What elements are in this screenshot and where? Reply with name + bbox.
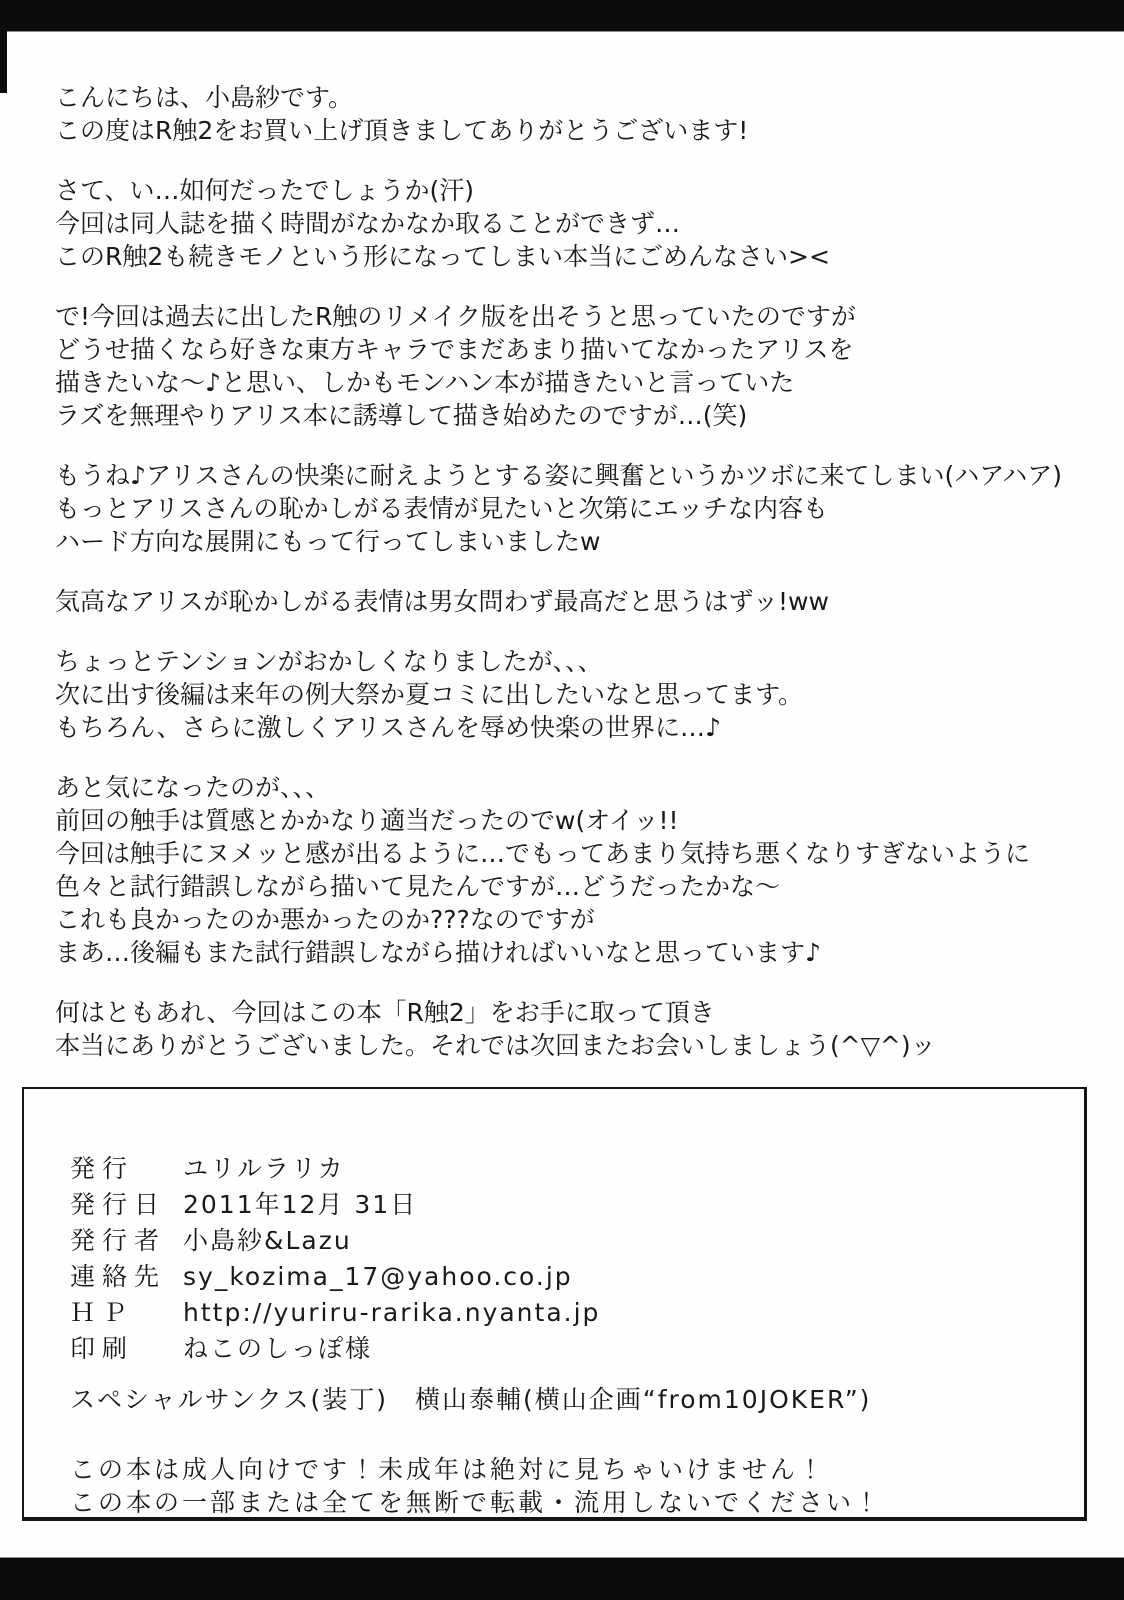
- essay-paragraph: で!今回は過去に出したR触のリメイク版を出そうと思っていたのですが どうせ描くなら好きな東方キャラでまだあまり描いてなかったアリスを 描きたいな〜♪と思い、しかもモンハン本が描きたいと言っていた ラズを無理やりアリス本に誘導して描き始めたのですが…(笑): [55, 302, 856, 430]
- colophon-label: 発行者: [70, 1226, 167, 1255]
- scan-edge-artifact: [0, 31, 7, 93]
- colophon-value: 2011年12月 31日: [183, 1190, 418, 1219]
- colophon-row: [70, 1331, 1060, 1367]
- colophon-label: 発行: [70, 1154, 135, 1183]
- colophon-value: ねこのしっぽ様: [183, 1334, 373, 1363]
- top-black-bar: [0, 0, 1124, 32]
- colophon-value: ユリルラリカ: [183, 1154, 345, 1183]
- colophon-rows: [70, 1151, 1060, 1367]
- essay-paragraph: あと気になったのが、、、 前回の触手は質感とかかなり適当だったのでw(オイッ!! 今回は触手にヌメッと感が出るように…でもってあまり気持ち悪くなりすぎないように 色々と試行錯誤しながら描いて見たんですが…どうだったかな〜 これも良かったのか悪かったのか???なのですが まあ…後編もまた試行錯誤しながら描ければいいなと思っています♪: [55, 773, 1031, 967]
- essay-paragraph: ちょっとテンションがおかしくなりましたが、、、 次に出す後編は来年の例大祭か夏コミに出したいなと思ってます。 もちろん、さらに激しくアリスさんを辱め快楽の世界に…♪: [55, 647, 804, 742]
- colophon-label: ＨＰ: [70, 1298, 135, 1327]
- colophon-label: 発行日: [70, 1190, 167, 1219]
- no-reproduction-warning-line: この本の一部または全てを無断で転載・流用しないでください！: [70, 1488, 883, 1517]
- colophon-row: [70, 1223, 1060, 1259]
- adult-warning-line: この本は成人向けです！未成年は絶対に見ちゃいけません！: [70, 1455, 827, 1484]
- special-thanks-line: スペシャルサンクス(装丁) 横山泰輔(横山企画“from10JOKER”): [70, 1385, 872, 1414]
- essay-paragraph: もうね♪アリスさんの快楽に耐えようとする姿に興奮というかツボに来てしまい(ハアハア) もっとアリスさんの恥かしがる表情が見たいと次第にエッチな内容も ハード方向な展開にもって行ってしまいましたw: [55, 461, 1062, 556]
- colophon-value: 小島紗&Lazu: [183, 1226, 352, 1255]
- essay-paragraph: こんにちは、小島紗です。 この度はR触2をお買い上げ頂きましてありがとうございます!: [55, 83, 749, 145]
- colophon-value: sy_kozima_17@yahoo.co.jp: [183, 1262, 573, 1291]
- colophon-value: http://yuriru-rarika.nyanta.jp: [183, 1298, 601, 1327]
- essay-paragraph: さて、い…如何だったでしょうか(汗) 今回は同人誌を描く時間がなかなか取ることができず… このR触2も続きモノという形になってしまい本当にごめんなさい><: [55, 176, 830, 271]
- essay-paragraph: 気高なアリスが恥かしがる表情は男女問わず最高だと思うはずッ!ww: [55, 587, 829, 616]
- colophon-row: [70, 1259, 1060, 1295]
- colophon-row: [70, 1295, 1060, 1331]
- bottom-black-bar: [0, 1557, 1124, 1600]
- colophon-row: [70, 1151, 1060, 1187]
- essay-paragraph: 何はともあれ、今回はこの本「R触2」をお手に取って頂き 本当にありがとうございました。それでは次回またお会いしましょう(^▽^)ッ: [55, 998, 936, 1060]
- colophon-label: 印刷: [70, 1334, 135, 1363]
- colophon-box: [22, 1087, 1087, 1521]
- colophon-row: [70, 1187, 1060, 1223]
- afterword-essay: [55, 81, 1124, 1089]
- colophon-label: 連絡先: [70, 1262, 167, 1291]
